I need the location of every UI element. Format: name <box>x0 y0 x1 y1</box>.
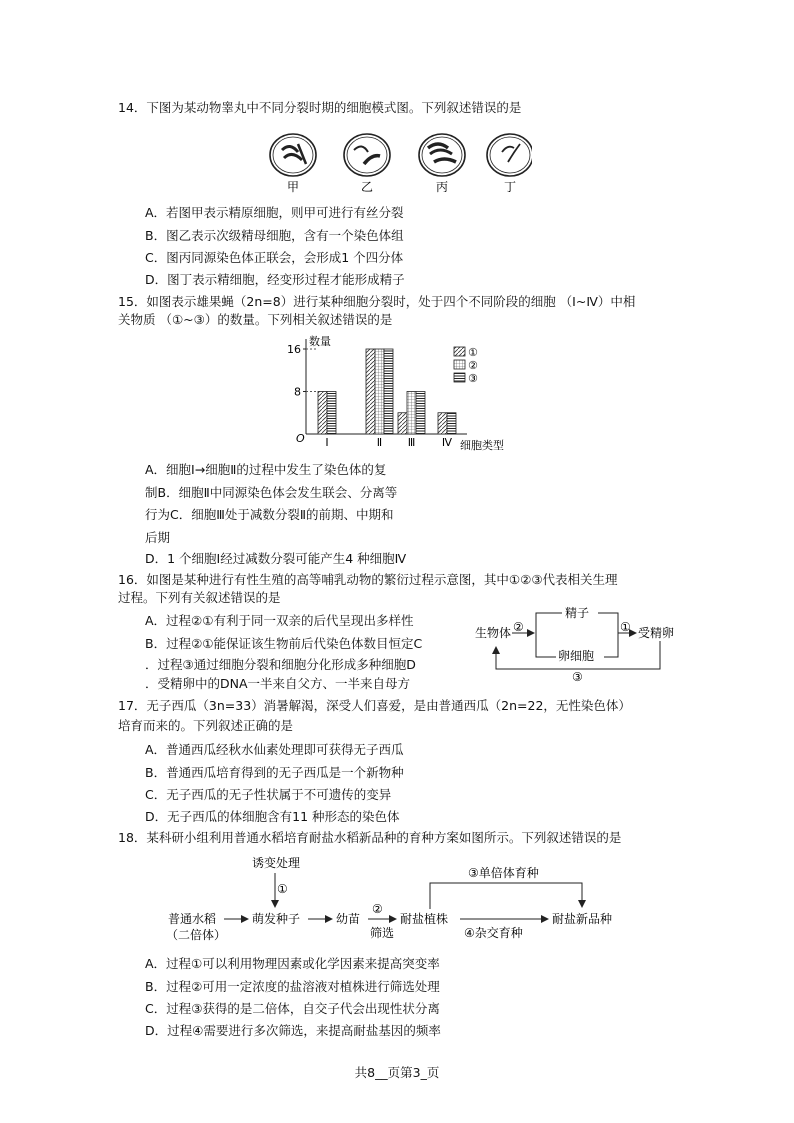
legend-swatch-1 <box>454 347 465 356</box>
q17-option-c: C．无子西瓜的无子性状属于不可遗传的变异 <box>145 787 392 802</box>
q18-option-b: B．过程②可用一定浓度的盐溶液对植株进行筛选处理 <box>145 979 440 994</box>
organism-label: 生物体 <box>475 626 512 640</box>
plant-label: 耐盐植株 <box>400 912 449 926</box>
q14-option-c: C．图丙同源染色体正联会，会形成1 个四分体 <box>145 250 404 265</box>
diploid-label: （二倍体） <box>166 928 227 942</box>
x-tick-label: Ⅰ <box>325 436 329 449</box>
q18-stem: 18．某科研小组利用普通水稻培育耐盐水稻新品种的育种方案如图所示。下列叙述错误的是 <box>118 830 622 845</box>
cell-label-yi: 乙 <box>360 180 374 194</box>
bar-2-series-3 <box>384 349 393 434</box>
cell-label-jia: 甲 <box>286 180 300 194</box>
y-axis-label: 数量 <box>309 335 331 348</box>
q15-stem-1: 15．如图表示雄果蝇（2n=8）进行某种细胞分裂时，处于四个不同阶段的细胞 （Ⅰ~Ⅳ）中相 <box>118 294 636 309</box>
rice-label: 普通水稻 <box>168 912 217 926</box>
bar-2-series-2 <box>375 349 384 434</box>
q15-option-d: D．1 个细胞Ⅰ经过减数分裂可能产生4 种细胞Ⅳ <box>145 551 407 566</box>
q15-option-c-cont: 后期 <box>145 530 171 545</box>
q17-option-b: B．普通西瓜培育得到的无子西瓜是一个新物种 <box>145 765 404 780</box>
q16-option-d: ．受精卵中的DNA一半来自父方、一半来自母方 <box>145 676 411 691</box>
legend-label-1: ① <box>468 346 478 359</box>
step1-label-q18: ① <box>277 882 288 896</box>
q14-option-d: D．图丁表示精细胞，经变形过程才能形成精子 <box>145 272 405 287</box>
new-variety-label: 耐盐新品种 <box>552 912 613 926</box>
q15-bar-chart <box>282 333 512 453</box>
q14-option-a: A．若图甲表示精原细胞，则甲可进行有丝分裂 <box>145 205 404 220</box>
chart-legend <box>454 346 478 385</box>
bar-4-series-3 <box>447 413 456 434</box>
origin-label: O <box>296 432 305 445</box>
route4-label: ④杂交育种 <box>464 926 523 940</box>
q14-cell-figure <box>262 128 532 196</box>
q16-stem-2: 过程。下列有关叙述错误的是 <box>118 590 281 605</box>
x-tick-label: Ⅱ <box>376 436 383 449</box>
bar-3-series-2 <box>407 392 416 435</box>
step2-label: ② <box>513 620 524 634</box>
q14-option-b: B．图乙表示次级精母细胞，含有一个染色体组 <box>145 228 404 243</box>
bar-1-series-3 <box>327 392 336 435</box>
q18-breeding-diagram <box>162 853 642 945</box>
q16-option-c: ．过程③通过细胞分裂和细胞分化形成多种细胞D <box>145 657 416 672</box>
cell-label-ding: 丁 <box>503 180 517 194</box>
step2-label-q18: ② <box>372 902 383 916</box>
x-tick-label: Ⅲ <box>407 436 416 449</box>
cell-ding <box>487 134 532 176</box>
q18-option-a: A．过程①可以利用物理因素或化学因素来提高突变率 <box>145 956 440 971</box>
q18-option-d: D．过程④需要进行多次筛选，来提高耐盐基因的频率 <box>145 1023 441 1038</box>
q17-option-a: A．普通西瓜经秋水仙素处理即可获得无子西瓜 <box>145 742 404 757</box>
q15-stem-2: 关物质 （①~③）的数量。下列相关叙述错误的是 <box>118 312 393 327</box>
q17-stem-1: 17．无子西瓜（3n=33）消暑解渴，深受人们喜爱，是由普通西瓜（2n=22，无性染色体） <box>118 698 631 713</box>
cell-bing <box>419 134 465 176</box>
q15-option-b: 制B．细胞Ⅱ中同源染色体会发生联会、分离等 <box>145 485 398 500</box>
q18-option-c: C．过程③获得的是二倍体，自交子代会出现性状分离 <box>145 1001 440 1016</box>
bar-3-series-3 <box>416 392 425 435</box>
cell-label-bing: 丙 <box>435 180 449 194</box>
x-tick-label: Ⅳ <box>441 436 453 449</box>
q16-reproduction-diagram <box>470 603 690 683</box>
page-footer: 共8__页第3_页 <box>354 1065 440 1080</box>
seedling-label: 幼苗 <box>336 912 361 926</box>
mutagen-label: 诱变处理 <box>252 856 301 870</box>
seed-label: 萌发种子 <box>252 912 301 926</box>
legend-swatch-3 <box>454 373 465 382</box>
cell-yi <box>344 134 390 176</box>
legend-label-3: ③ <box>468 372 478 385</box>
q15-option-c: 行为C．细胞Ⅲ处于减数分裂Ⅱ的前期、中期和 <box>145 507 394 522</box>
egg-label: 卵细胞 <box>558 649 595 663</box>
bar-1-series-1 <box>318 392 327 435</box>
zygote-label: 受精卵 <box>638 626 675 640</box>
q15-option-a: A．细胞Ⅰ→细胞Ⅱ的过程中发生了染色体的复 <box>145 462 387 477</box>
legend-swatch-2 <box>454 360 465 369</box>
x-axis-label: 细胞类型 <box>460 439 504 452</box>
sperm-label: 精子 <box>565 606 590 620</box>
q17-option-d: D．无子西瓜的体细胞含有11 种形态的染色体 <box>145 809 400 824</box>
q17-stem-2: 培育而来的。下列叙述正确的是 <box>118 718 294 733</box>
y-tick-label: 8 <box>294 385 301 399</box>
bar-2-series-1 <box>366 349 375 434</box>
q16-option-b: B．过程②①能保证该生物前后代染色体数目恒定C <box>145 636 423 651</box>
y-tick-label: 16 <box>287 343 301 356</box>
bar-4-series-1 <box>438 413 447 434</box>
step1-label: ① <box>620 620 631 634</box>
screen-label: 筛选 <box>370 926 395 940</box>
cell-jia <box>270 134 316 176</box>
q16-option-a: A．过程②①有利于同一双亲的后代呈现出多样性 <box>145 613 414 628</box>
q14-stem: 14．下图为某动物睾丸中不同分裂时期的细胞模式图。下列叙述错误的是 <box>118 100 522 115</box>
route3-label: ③单倍体育种 <box>468 866 539 880</box>
q16-stem-1: 16．如图是某种进行有性生殖的高等哺乳动物的繁衍过程示意图，其中①②③代表相关生理 <box>118 572 618 587</box>
bar-3-series-1 <box>398 413 407 434</box>
step3-label: ③ <box>572 670 583 683</box>
legend-label-2: ② <box>468 359 478 372</box>
